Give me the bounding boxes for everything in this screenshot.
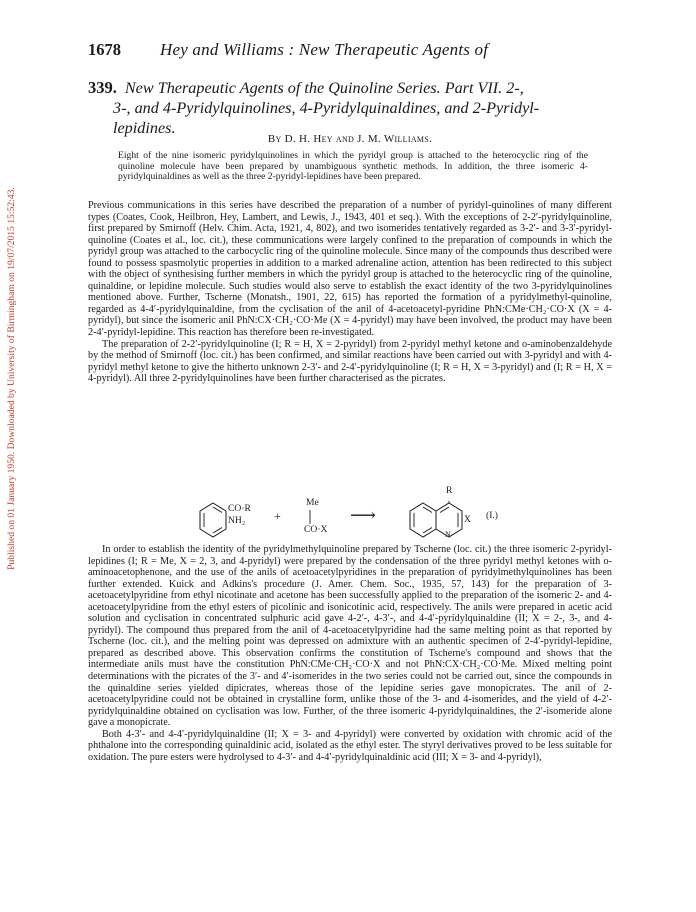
paragraph: The preparation of 2-2′-pyridylquinoline (I; R = H, X = 2-pyridyl) from 2-pyridyl methyl ketone and o-aminobenzaldehyde by the method of Smirnoff (loc. cit.) has been confirmed, and similar reactions have been carried out with 3-pyridyl and with 4-pyridyl methyl ketone to give the hitherto unknown 2-3′- and 2-4′-pyridylquinoline (I; R = H, X = 3-pyridyl) and (I; R = H, X = 4-pyridyl). All three 2-pyridylquinolines have been further characterised as the picrates.: [88, 338, 612, 385]
product-substituent-X: X: [464, 514, 471, 525]
running-header: [88, 40, 612, 62]
paragraph: Both 4-3′- and 4-4′-pyridylquinaldine (II; X = 3- and 4-pyridyl) were converted by oxidation with chromic acid of the phthalone into the corresponding quinaldinic acid, isolated as the ethyl ester. The styryl derivatives proved to be less suitable for oxidation. The pure esters were hydrolysed to 4-3′- and 4-4′-pyridylquinaldinic acid (III; X = 3- and 4-pyridyl),: [88, 728, 612, 763]
page-number: 1678: [88, 40, 121, 59]
quinoline-ring-icon: [408, 501, 468, 539]
benzene-ring-icon: [198, 501, 228, 539]
product-nitrogen: N: [445, 530, 451, 539]
download-notice: [2, 118, 20, 638]
bond-line-icon: [308, 510, 312, 524]
title-line-3: lepidines.: [113, 119, 176, 137]
reagent-1-substituent-top: CO·R: [228, 503, 251, 514]
reaction-arrow: ⟶: [350, 505, 376, 525]
download-notice-text: Published on 01 January 1950. Downloaded by University of Birmingham on 19/07/2015 15:52:43.: [5, 186, 17, 570]
paragraph: In order to establish the identity of the pyridylmethylquinoline prepared by Tscherne (loc. cit.) the three isomeric 2-pyridyl-lepidines (I; R = Me, X = 2, 3, and 4-pyridyl) were prepared by the condensation of the three pyridyl methyl ketones with o-aminoacetophenone, and the use of the anils of acetoacetylpyridines in the preparation of pyridylmethylquinolines has been further extended. Kuick and Adkins's procedure (J. Amer. Chem. Soc., 1935, 57, 143) for the preparation of 3-acetoacetylpyridine from ethyl nicotinate and acetone has been successfully applied to the preparation of the isomeric 2- and 4-acetoacetylpyridine from the ethyl esters of picolinic and isonicotinic acid, respectively. The anils were prepared in acetic acid solution and cyclisation in concentrated sulphuric acid gave 4-2′-, 4-3′-, and 4-4′-pyridylquinaldine (II; X = 2-, 3-, and 4-pyridyl). The compound thus prepared from the anil of 4-acetoacetylpyridine had the same melting point as that reported by Tscherne (loc. cit.), and the melting point was depressed on admixture with an authentic specimen of 2-4′-pyridyl-lepidine, prepared as described above. This observation confirms the constitution of Tscherne's compound and shows that the intermediate anils must have the constitution PhN:CMe·CH₂·CO·X and not PhN:CX·CH₂·CO·Me. Mixed melting point determinations with the picrates of the 3′- and 4′-isomerides in the two series could not be carried out, since the compounds in the quinaldine series yielded dipicrates, whereas those of the lepidine series gave monopicrates. The anil of 2-acetoacetylpyridine could not be obtained in crystalline form, unlike those of the 3- and 4-isomerides, and the yield of 4-2′-pyridylquinaldine obtained on cyclisation was low. Further, of the three isomeric 4-pyridylquinaldines, the 2′-isomeride alone gave a monopicrate.: [88, 544, 612, 729]
reaction-scheme: [88, 485, 612, 541]
body-text-continued: [88, 544, 612, 763]
abstract: Eight of the nine isomeric pyridylquinolines in which the pyridyl group is attached to the heterocyclic ring of the quinoline molecule have been prepared by unambiguous synthetic methods. In addition, the three isomeric 4-pyridylquinaldines as well as the three 2-pyridyl-lepidines have been prepared.: [118, 150, 588, 183]
product-substituent-R: R: [446, 485, 453, 496]
paragraph: Previous communications in this series have described the preparation of a number of pyridyl-quinolines of many different types (Coates, Cook, Heilbron, Hey, Lambert, and Lewis, J., 1943, 401 et seq.). With the exceptions of 2-2′-pyridylquinoline, first prepared by Smirnoff (Helv. Chim. Acta, 1921, 4, 802), and two isomerides tentatively regarded as 3-2′- and 3-3′-pyridyl-quinoline (Coates et al., loc. cit.), these communications were largely confined to the preparation of compounds in which the pyridyl group was attached to the carbocyclic ring of the quinoline molecule. Since many of the compounds thus described were found to possess spasmolytic properties in addition to a marked adrenaline action, attention has been redirected to this subject with the object of synthesising further members in which the pyridyl group is attached to the heterocyclic ring of the quinoline, quinaldine, or lepidine molecule. Such studies would also serve to establish the exact identity of the two 3-pyridylquinolines mentioned above. Further, Tscherne (Monatsh., 1901, 22, 615) has reported the formation of a pyridylmethyl-quinoline, regarded as 4-4′-pyridylquinaldine, from the cyclisation of the anil of 4-acetoacetyl-pyridine PhN:CMe·CH₂·CO·X (X = 4-pyridyl), but since the isomeric anil PhN:CX·CH₂·CO·Me (X = 4-pyridyl) may have been involved, the product may have been 2-4′-pyridyl-lepidine. This reaction has therefore been re-investigated.: [88, 200, 612, 339]
author-line: By D. H. Hey and J. M. Williams.: [267, 133, 433, 145]
plus-sign: +: [274, 509, 281, 523]
title-line-1: New Therapeutic Agents of the Quinoline Series. Part VII. 2-,: [124, 79, 524, 97]
article-number: 339.: [88, 78, 117, 97]
compound-label: (I.): [486, 510, 498, 521]
reagent-2-top: Me: [306, 497, 319, 508]
article-title: [88, 78, 612, 138]
running-title: Hey and Williams : New Therapeutic Agents of: [160, 40, 489, 59]
reagent-1-substituent-bottom: NH₂: [228, 515, 246, 526]
title-line-2: 3-, and 4-Pyridylquinolines, 4-Pyridylquinaldines, and 2-Pyridyl-: [113, 99, 540, 117]
reagent-2-bottom: CO·X: [304, 524, 328, 535]
body-text: [88, 200, 612, 385]
